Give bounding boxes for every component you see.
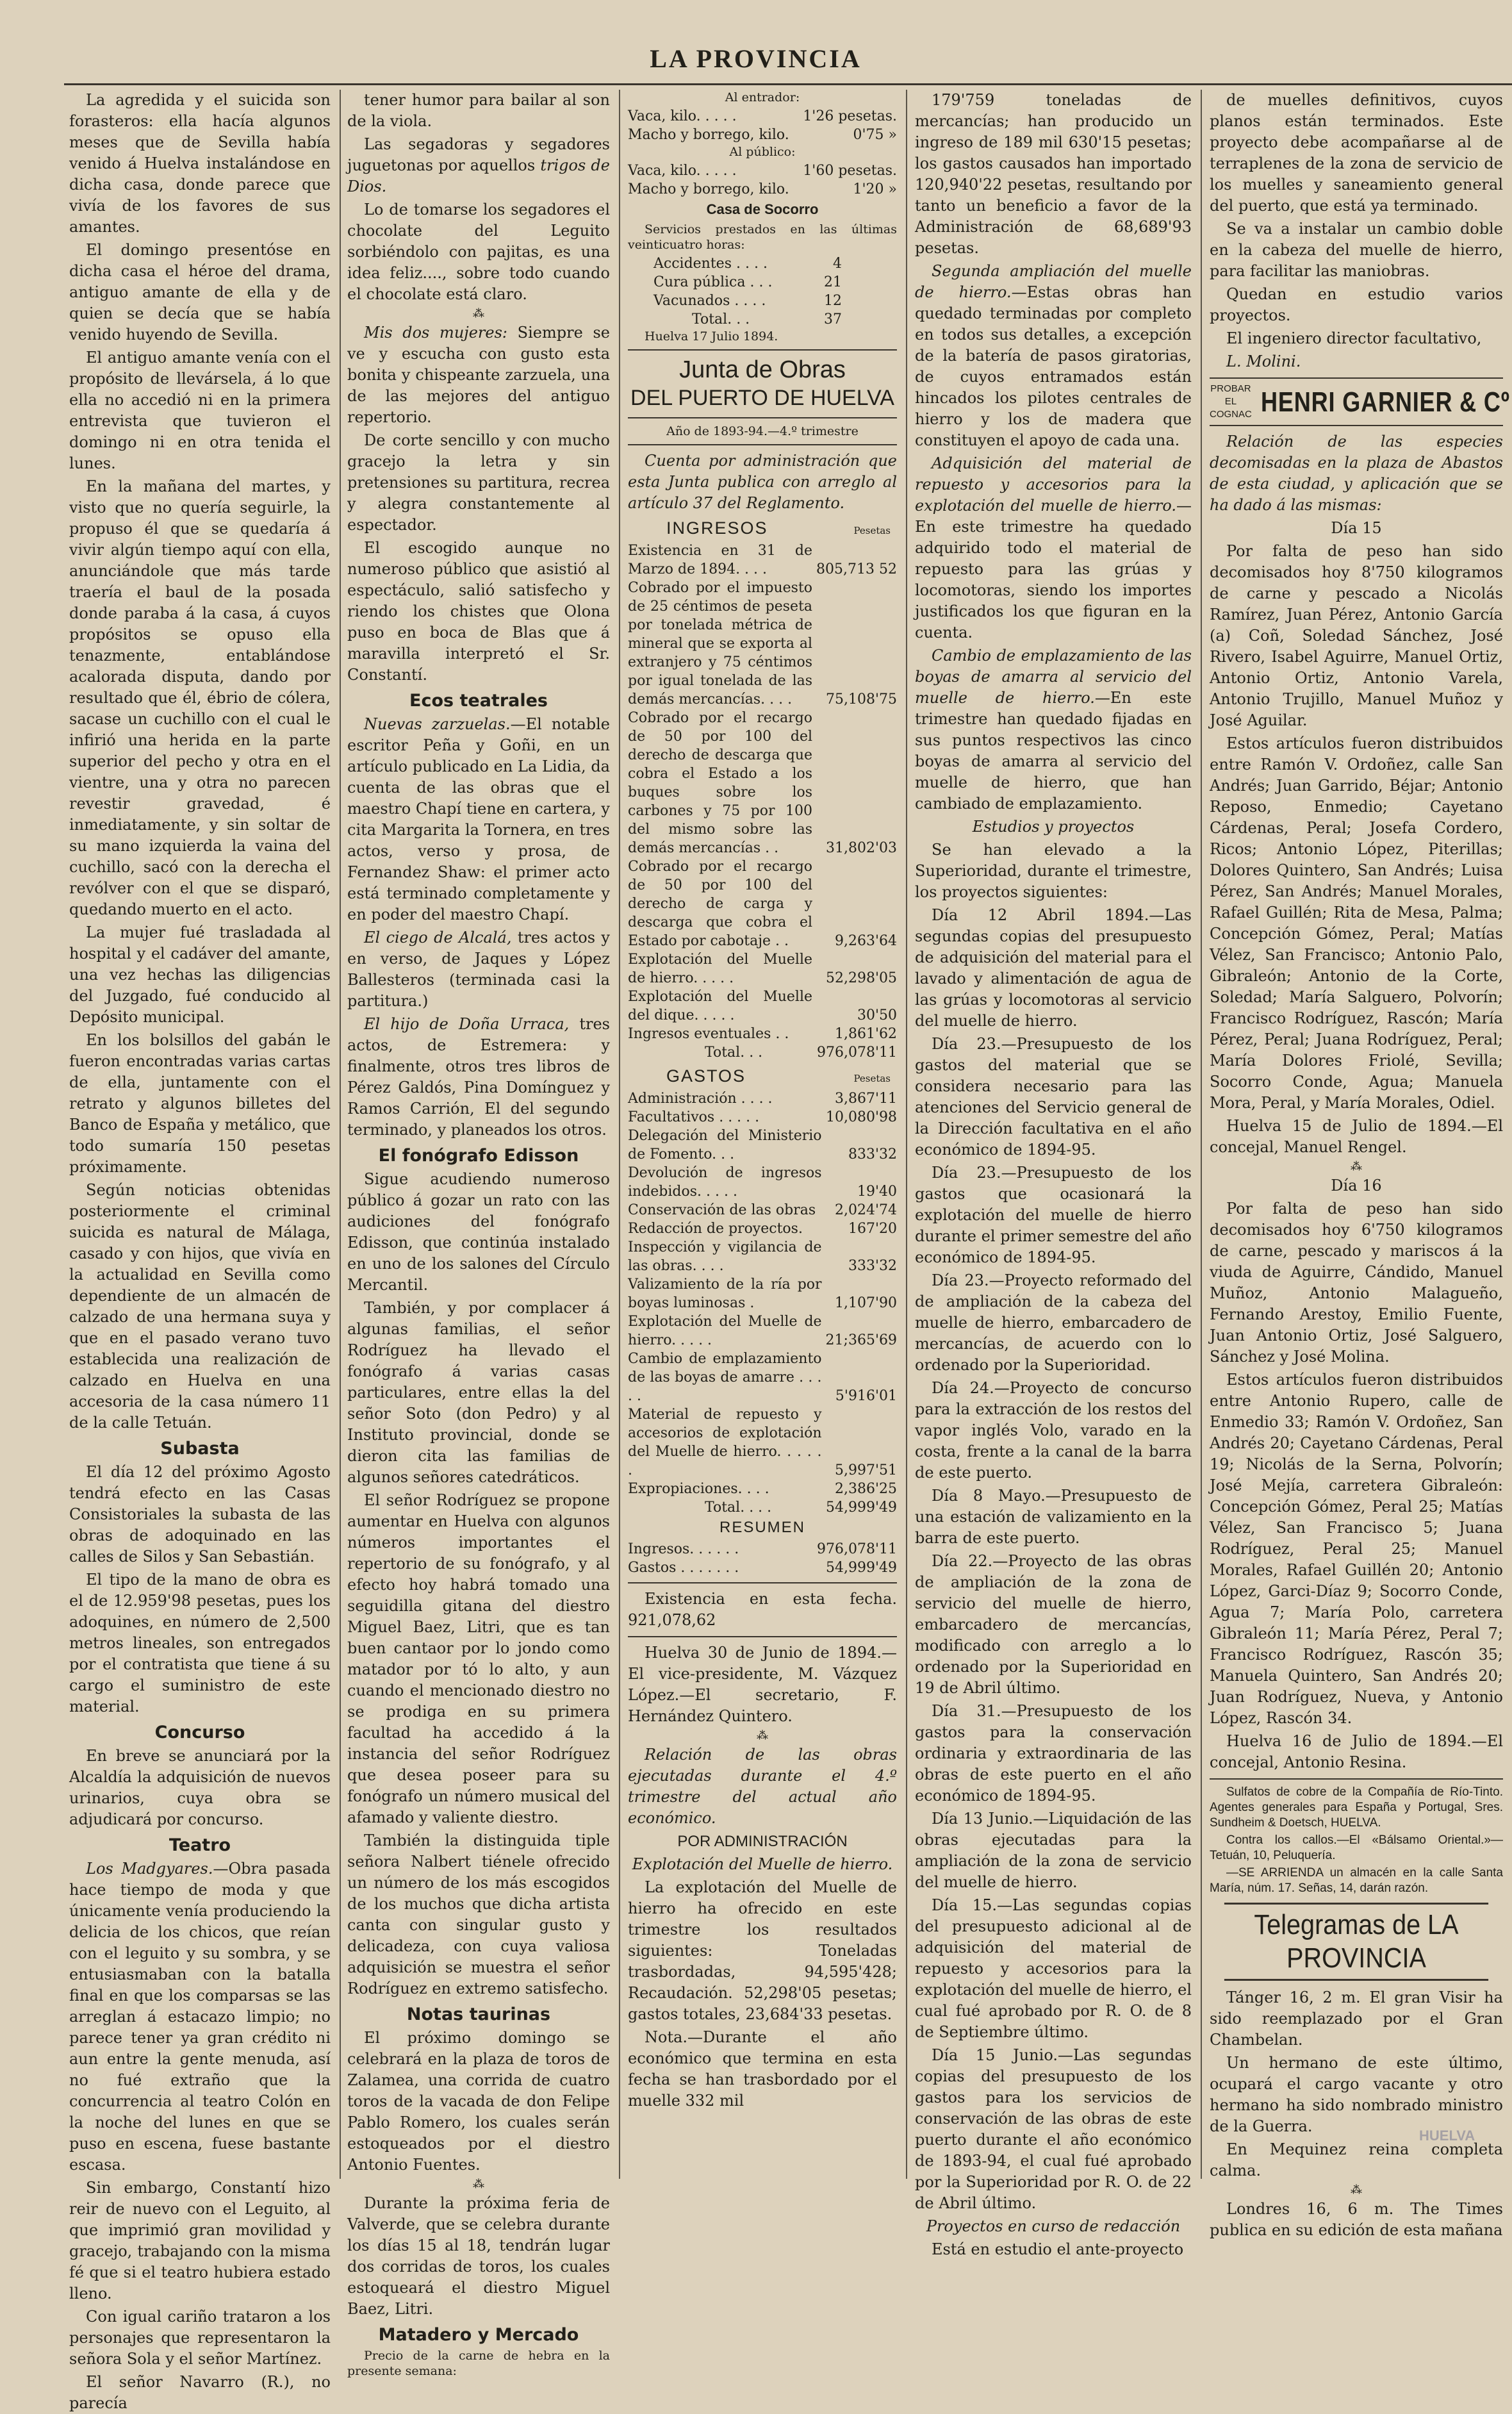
junta-subtitle: DEL PUERTO DE HUELVA — [630, 386, 894, 410]
cognac-ad — [1210, 377, 1510, 426]
junta-title: Junta de Obras — [679, 356, 846, 383]
table-cell: Existencia en 31 de Marzo de 1894. . . . — [628, 543, 813, 577]
ad-small-text — [1210, 383, 1252, 421]
paragraph: 179'759 toneladas de mercancías; han producido un ingreso de 189 mil 630'15 pesetas; los gastos causados han importado 120,940'22 pesetas, resultando por tanto un beneficio a favor de la Administración de 68,689'93 pesetas. — [915, 91, 1192, 257]
table-row — [628, 1201, 897, 1219]
paragraph: Por falta de peso han sido decomisados hoy 8'750 kilogramos de carne y pescado a Nicolás Ramírez, Juan Pérez, Antonio García (a) Coñ, Soledad Sánchez, José Rivero, Isabel Aguirre, Manuel Ortiz, Antonio Ortiz, Antonio Varela, Antonio Trujillo, Manuel Muñoz y José Aguilar. — [1210, 542, 1503, 729]
gastos-table — [628, 1089, 897, 1517]
classified-ad: Sulfatos de cobre de la Compañía de Río-Tinto. Agentes generales para España y Portugal, Sres. Sundheim & Doetsch, HUELVA. — [1210, 1785, 1503, 1830]
table-row — [628, 1312, 897, 1350]
table-row — [628, 541, 897, 579]
paragraph: Nota.—Durante el año económico que termina en esta fecha se han trasbordado por el muelle 332 mil — [628, 2028, 897, 2110]
paragraph: Día 22.—Proyecto de las obras de ampliación de la zona de servicio del muelle de hierro, embarcadero de mercancías, modificado con arreglo a lo ordenado por la Superioridad en 19 de Abril último. — [915, 1552, 1192, 1697]
italic-phrase: trigos de Dios. — [347, 156, 610, 195]
column-rule — [619, 90, 620, 2179]
section-heading: Concurso — [154, 1723, 245, 1742]
table-cell: Ingresos. . . . . . — [628, 1541, 739, 1557]
paragraph: Día 31.—Presupuesto de los gastos para la conservación ordinaria y extraordinaria de las obras de este puerto en el año económico de 1894-95. — [915, 1702, 1192, 1805]
paragraph: La mujer fué trasladada al hospital y el cadáver del amante, una vez hechas las diligencias del Juzgado, fué conducido al Depósito municipal. — [69, 923, 331, 1026]
archive-stamp: HUELVA — [1419, 2128, 1475, 2144]
subheading: Proyectos en curso de redacción — [926, 2217, 1181, 2235]
table-cell: Redacción de proyectos. — [628, 1221, 803, 1237]
table-cell: Valizamiento de la ría por boyas luminosas . — [628, 1277, 822, 1311]
paragraph: Tánger 16, 2 m. El gran Visir ha sido reemplazado por el Gran Chambelan. — [1210, 1988, 1503, 2049]
divider — [1210, 1778, 1503, 1780]
section-heading: Subasta — [160, 1439, 240, 1459]
junta-year: Año de 1893-94.—4.º trimestre — [666, 424, 859, 438]
paragraph: La explotación del Muelle de hierro ha ofrecido en este trimestre los resultados siguientes: Toneladas trasbordadas, 94,595'428; Recaudación. 52,298'05 pesetas; gastos totales, 23,684'33 pesetas. — [628, 1878, 897, 2023]
table-cell: 75,108'75 — [825, 691, 897, 707]
table-cell: Total. . . — [692, 311, 750, 327]
table-cell: Ingresos eventuales . . — [628, 1026, 789, 1042]
paragraph — [347, 714, 610, 925]
classified-ad: —SE ARRIENDA un almacén en la calle Santa María, núm. 17. Señas, 14, darán razón. — [1210, 1866, 1503, 1895]
paragraph: Día 13 Junio.—Liquidación de las obras ejecutadas para la ampliación de la zona de servicio del muelle de hierro. — [915, 1810, 1192, 1891]
table-cell: 21 — [824, 274, 842, 290]
paragraph: Relación de las especies decomisadas en la plaza de Abastos de esta ciudad, y aplicación que se ha dado á las mismas: — [1210, 433, 1503, 514]
table-row — [628, 857, 897, 950]
table-cell: 167'20 — [848, 1221, 897, 1237]
paragraph-text: Las segadoras y segadores juguetonas por aquellos — [347, 135, 610, 174]
divider — [628, 349, 897, 351]
table-row — [628, 988, 897, 1025]
italic-phrase: Nuevas zarzuelas. — [364, 715, 511, 733]
paragraph: Servicios prestados en las últimas veinticuatro horas: — [628, 222, 897, 252]
subheading: Al público: — [729, 145, 796, 159]
section-heading: Matadero y Mercado — [378, 2325, 579, 2345]
play-title: El hijo de Doña Urraca, — [364, 1015, 570, 1033]
paragraph: Sigue acudiendo numeroso público á gozar un rato con las audiciones del fonógrafo Edisson, que continúa instalado en uno de los salones del Círculo Mercantil. — [347, 1170, 610, 1294]
paragraph: Sin embargo, Constantí hizo reir de nuevo con el Leguito, al que imprimió gran movilidad y gracejo, trabajando con la misma fé que si el teatro hubiera estado lleno. — [69, 2179, 331, 2302]
table-cell: 1,107'90 — [834, 1295, 897, 1311]
paragraph: En breve se anunciará por la Alcaldía la adquisición de nuevos urinarios, cuya obra se adjudicará por concurso. — [69, 1747, 331, 1828]
table-cell: Facultativos . . . . . — [628, 1109, 760, 1125]
play-title: El ciego de Alcalá, — [364, 929, 512, 947]
column-5 — [1210, 90, 1510, 2239]
total-row — [628, 1043, 897, 1062]
paragraph: Está en estudio el ante-proyecto — [932, 2240, 1184, 2258]
paragraph: Londres 16, 6 m. The Times publica en su edición de esta mañana — [1210, 2200, 1503, 2239]
paragraph-text: tres actos, de Estremera: y finalmente, otros tres libros de Pérez Galdós, Pina Domínguez y Ramos Carrión, El del segundo terminado, y planeados los otros. — [347, 1015, 610, 1139]
table-cell: 1'26 pesetas. — [803, 108, 897, 124]
paragraph: Se han elevado a la Superioridad, durante el trimestre, los proyectos siguientes: — [915, 841, 1192, 901]
table-row — [628, 1480, 897, 1498]
table-row — [628, 709, 897, 857]
paragraph: Según noticias obtenidas posteriormente el criminal suicida es natural de Málaga, casado y con hijos, que vivía en la actualidad en Sevilla como dependiente de un almacén de calzado de una hermana suya y que en el pasado verano tuvo establecida una realización de calzado en Huelva en una accesoria de la casa número 11 de la calle Tetuán. — [69, 1181, 331, 1432]
paragraph: Huelva 15 de Julio de 1894.—El concejal, Manuel Rengel. — [1210, 1117, 1503, 1156]
table-cell: 5,997'51 — [834, 1462, 897, 1478]
paragraph: Día 12 Abril 1894.—Las segundas copias del presupuesto de adquisición del material para el lavado y alimentación de agua de las grúas y locomotoras al servicio del muelle de hierro. — [915, 906, 1192, 1030]
table-cell: 12 — [824, 293, 842, 309]
table-row — [628, 1127, 897, 1164]
table-cell: 19'40 — [857, 1184, 897, 1200]
paragraph: El señor Rodríguez se propone aumentar en Huelva con algunos números importantes el repertorio de su fonógrafo, y al efecto hoy habrá tomado una seguidilla gitana del diestro Miguel Baez, Litri, que es tan buen cantaor por lo jondo como matador por tó lo alto, y aun cuando el mencionado diestro no se prodiga en su primera facultad ha accedido á la instancia del señor Rodríguez que desea poseer para su fonógrafo un número musical del afamado y valiente diestro. — [347, 1491, 610, 1826]
table-cell: Total. . . — [705, 1045, 763, 1061]
telegrams-title: Telegramas de LA PROVINCIA — [1224, 1903, 1488, 1981]
table-cell: 31,802'03 — [825, 840, 897, 856]
paragraph: En Mequinez reina completa calma. — [1210, 2140, 1503, 2179]
table-cell: 2,024'74 — [834, 1202, 897, 1218]
ledger-unit: Pesetas — [853, 1073, 891, 1084]
paragraph: Existencia en esta fecha. 921,078,62 — [628, 1590, 897, 1629]
table-row — [628, 1164, 897, 1201]
section-heading: Notas taurinas — [406, 2005, 551, 2024]
paragraph: Por falta de peso han sido decomisados hoy 6'750 kilogramos de carne, pescado y mariscos á la viuda de Aguirre, Cándido, Manuel Muñoz, Antonio Malagueño, Fernando Arestoy, Emilio Fuente, Juan Antonio Ortiz, José Salguero, Sánchez y José Molina. — [1210, 1200, 1503, 1366]
table-cell: Total. . . . — [705, 1500, 772, 1516]
table-cell: Explotación del Muelle de hierro. . . . . — [628, 952, 813, 986]
subheading: Día 16 — [1331, 1177, 1382, 1195]
ad-line: EL — [1224, 396, 1237, 407]
paragraph-text: —Estas obras han quedado terminadas por completo en todos sus detalles, a excepción de la batería de pasos giratorias, de cuyos entramados están hincados los pilotes centrales de hierro y los de madera que constituyen el apoyo de cada una. — [915, 283, 1192, 449]
paragraph — [69, 1858, 331, 2176]
resumen-title: RESUMEN — [719, 1519, 805, 1536]
ledger-header — [628, 518, 897, 541]
paragraph-text: —En este trimestre ha quedado adquirido todo el material de repuesto para las grúas y locomotoras, siendo los importes justificados los que figuran en la cuenta. — [915, 497, 1192, 641]
paragraph: Quedan en estudio varios proyectos. — [1210, 285, 1503, 324]
table-row — [628, 1405, 897, 1480]
table-cell: Accidentes . . . . — [653, 256, 768, 272]
divider — [628, 1582, 897, 1583]
table-cell: 54,999'49 — [825, 1560, 897, 1576]
paragraph: De corte sencillo y con mucho gracejo la letra y sin pretensiones su partitura, recrea y alegra constantemente al espectador. — [347, 431, 610, 534]
paragraph — [347, 322, 610, 428]
paragraph: La agredida y el suicida son forasteros: ella hacía algunos meses que de Sevilla había venido á Huelva instalándose en dicha casa, donde parece que vivía de los favores de sus amantes. — [69, 91, 331, 236]
table-cell: Inspección y vigilancia de las obras. . . . — [628, 1239, 822, 1274]
table-cell: 1,861'62 — [834, 1026, 897, 1042]
ad-line: COGNAC — [1210, 409, 1252, 420]
price-table — [628, 161, 897, 199]
italic-phrase: Cambio de emplazamiento de las boyas de amarra al servicio del muelle de hierro. — [915, 647, 1192, 707]
table-row — [653, 310, 842, 329]
table-cell: Delegación del Ministerio de Fomento. . . — [628, 1128, 822, 1162]
paragraph: Estos artículos fueron distribuidos entre Antonio Rupero, calle de Enmedio 33; Ramón V. Ordoñez, San Andrés 20; Cayetano Cárdenas, Peral 19; Nicolás de la Serna, Polvorín; José Mejía, carretera Gibraleón: Concepción Gómez, Peral 25; Matías Vélez, San Francisco 5; Juana Rodríguez, Peral 25; Manuel Morales, Rafael Guillén 20; Antonio López, Garci-Díaz 9; Socorro Conde, Agua 7; María Polo, carretera Gibraleón 11; María Pérez, Peral 7; Francisco Rodríguez, Rascón 35; Manuela Quintero, San Andrés 20; Juan Rodríguez, Nueva, y Antonio López, Rascón 34. — [1210, 1371, 1503, 1727]
paragraph: También, y por complacer á algunas familias, el señor Rodríguez ha llevado el fonógrafo á varias casas particulares, entre ellas la del señor Soto (don Pedro) y al Instituto provincial, donde se dieron cita las familias de algunos señores catedráticos. — [347, 1299, 610, 1486]
paragraph: El escogido aunque no numeroso público que asistió al espectáculo, salió satisfecho y riendo los chistes que Olona puso en boca de Blas que á maravilla interpretó el Sr. Constantí. — [347, 539, 610, 684]
table-row — [628, 1219, 897, 1238]
paragraph: Precio de la carne de hebra en la presente semana: — [347, 2349, 610, 2378]
paragraph: El señor Navarro (R.), no parecía — [69, 2373, 331, 2412]
table-cell: Vaca, kilo. . . . . — [628, 163, 737, 179]
paragraph-text: —El notable escritor Peña y Goñi, en un artículo publicado en La Lidia, da cuenta de las obras que el maestro Chapí tiene en cartera, y cita Margarita la Tornera, en tres actos, verso y prosa, de Fernandez Shaw: el primer acto está terminado completamente y en poder del maestro Chapí. — [347, 715, 610, 923]
paragraph: También la distinguida tiple señora Nalbert tiénele ofrecido un número de los más escogidos de los muchos que dicha artista canta con singular gusto y delicadeza, con cuya valiosa adquisición se muestra el señor Rodríguez en extremo satisfecho. — [347, 1831, 610, 1997]
table-cell: Cobrado por el recargo de 50 por 100 del derecho de descarga que cobra el Estado a los buques sobre los carbones y 75 por 100 del mismo sobre las demás mercancías . . — [628, 710, 813, 856]
paragraph: El ingeniero director facultativo, — [1226, 329, 1482, 347]
paragraph: En los bolsillos del gabán le fueron encontradas varias cartas de ella, juntamente con el retrato y algunos billetes del Banco de España y metálico, que todo sumaría 150 pesetas próximamente. — [69, 1031, 331, 1176]
paragraph: Día 8 Mayo.—Presupuesto de una estación de valizamiento en la barra de este puerto. — [915, 1487, 1192, 1547]
table-cell: 2,386'25 — [834, 1481, 897, 1497]
table-row — [628, 1540, 897, 1558]
paragraph: de muelles definitivos, cuyos planos están terminados. Este proyecto debe acompañarse al de terraplenes de la zona de servicio de los muelles y saneamiento general del puerto, que está ya terminado. — [1210, 91, 1503, 215]
divider — [628, 444, 897, 445]
table-row — [628, 1025, 897, 1043]
paragraph: Día 23.—Presupuesto de los gastos del material que se considera necesario para las atenciones del Servicio general de la Dirección facultativa en el año económico de 1894-95. — [915, 1035, 1192, 1159]
table-row — [653, 292, 842, 310]
table-cell: Gastos . . . . . . . — [628, 1560, 739, 1576]
table-row — [628, 1558, 897, 1577]
table-cell: 37 — [824, 311, 842, 327]
ledger-header — [628, 1066, 897, 1089]
table-cell: 30'50 — [857, 1007, 897, 1023]
table-cell: Explotación del Muelle de hierro. . . . . — [628, 1314, 822, 1348]
signature: L. Molini. — [1226, 352, 1301, 370]
table-cell: 805,713 52 — [816, 561, 897, 577]
paragraph: El antiguo amante venía con el propósito de llevársela, á lo que ella no accedió ni en la primera entrevista que tuvieron el domingo ni en otra tenida el lunes. — [69, 349, 331, 472]
table-cell: 833'32 — [848, 1146, 897, 1162]
subheading: Casa de Socorro — [706, 201, 819, 217]
asterism: ⁂ — [473, 307, 484, 320]
table-row — [628, 107, 897, 126]
paragraph: Día 23.—Presupuesto de los gastos que ocasionará la explotación del muelle de hierro durante el primer semestre del año económico de 1894-95. — [915, 1164, 1192, 1266]
table-cell: Vacunados . . . . — [653, 293, 766, 309]
table-cell: Explotación del Muelle del dique. . . . . — [628, 989, 813, 1023]
table-cell: Cambio de emplazamiento de las boyas de amarre . . . . . — [628, 1351, 822, 1404]
column-rule — [1201, 90, 1202, 2179]
ledger-unit: Pesetas — [853, 525, 891, 536]
asterism: ⁂ — [757, 1729, 768, 1742]
resumen-table — [628, 1540, 897, 1577]
ingresos-table — [628, 541, 897, 1062]
paragraph: El tipo de la mano de obra es el de 12.959'98 pesetas, pues los adoquines, en número de 2,500 metros lineales, son entregados por el contratista que tiene á su cargo el suministro de este material. — [69, 1571, 331, 1715]
table-cell: Macho y borrego, kilo. — [628, 127, 789, 143]
table-cell: 52,298'05 — [825, 970, 897, 986]
paragraph — [347, 1014, 610, 1141]
table-row — [628, 1350, 897, 1405]
column-2 — [347, 90, 610, 2378]
column-rule — [340, 90, 341, 2179]
subheading: POR ADMINISTRACIÓN — [677, 1833, 848, 1850]
paragraph: Cuenta por administración que esta Junta publica con arreglo al artículo 37 del Reglamento. — [628, 452, 897, 512]
section-heading: Teatro — [168, 1835, 231, 1855]
paragraph — [915, 261, 1192, 451]
divider — [628, 417, 897, 418]
paragraph: Día 15.—Las segundas copias del presupuesto adicional al de adquisición del material de repuesto y accesorios para la explotación del muelle de hierro, el cual fué aprobado por R. O. de 8 de Septiembre último. — [915, 1896, 1192, 2041]
paragraph — [915, 453, 1192, 643]
italic-phrase: Segunda ampliación del muelle de hierro. — [915, 262, 1192, 301]
play-title: Mis dos mujeres: — [364, 324, 507, 342]
table-cell: Cobrado por el impuesto de 25 céntimos de peseta por tonelada métrica de mineral que se exporta al extranjero y 75 céntimos por igual tonelada de las demás mercancías. . . . — [628, 580, 813, 707]
paragraph: Se va a instalar un cambio doble en la cabeza del muelle de hierro, para facilitar las maniobras. — [1210, 220, 1503, 280]
paragraph: Durante la próxima feria de Valverde, que se celebra durante los días 15 al 18, tendrán lugar dos corridas de toros, los cuales estoqueará el diestro Miguel Baez, Litri. — [347, 2194, 610, 2318]
table-cell: 976,078'11 — [816, 1045, 897, 1061]
column-rule — [906, 90, 907, 2179]
socorro-table — [653, 254, 842, 329]
column-3 — [628, 90, 897, 2179]
play-title: Los Madgyares. — [86, 1860, 213, 1878]
table-cell: 333'32 — [848, 1258, 897, 1274]
table-cell: Expropiaciones. . . . — [628, 1481, 769, 1497]
table-row — [628, 1275, 897, 1312]
ledger-title: INGRESOS — [666, 518, 768, 538]
paragraph: El próximo domingo se celebrará en la plaza de toros de Zalamea, una corrida de cuatro toros de la vacada de don Felipe Pablo Romero, los cuales serán estoqueados por el diestro Antonio Fuentes. — [347, 2029, 610, 2174]
table-cell: 10,080'98 — [825, 1109, 897, 1125]
paragraph: Estos artículos fueron distribuidos entre Ramón V. Ordoñez, calle San Andrés; Juan Garrido, Béjar; Antonio Reposo, Enmedio; Cayetano Cárdenas, Peral; Josefa Cordero, Ricos; Antonio López, Piterillas; Dolores Quintero, San Andrés; Luisa Pérez, San Andrés; Manuel Morales, Rafael Guillén; Rita de Mesa, Palma; Concepción Gómez, Peral; Matías Vélez, San Francisco; Antonio Palo, Gibraleón; Antonio de la Corte, Soledad; María Salguero, Polvorín; Francisco Rodríguez, Rascón; María Pérez, Peral; Juana Rodríguez, Peral; María Dolores Friolé, Sevilla; Socorro Conde, Agua; Manuela Mora, Peral, y María Morales, Odiel. — [1210, 734, 1503, 1112]
table-cell: Administración . . . . — [628, 1091, 773, 1107]
subheading: Día 15 — [1331, 519, 1382, 537]
table-cell: 1'20 » — [853, 181, 897, 197]
table-row — [628, 950, 897, 988]
paragraph-text: —Obra pasada hace tiempo de moda y que únicamente venía produciendo la delicia de los chicos, que reían con el leguito y su sombra, y se entusiasmaban con la batalla final en que los comparsas se las arreglan á estacazo limpio; no parece tener ya gran crédito ni aun entre la gente menuda, así no fué extraño que la concurrencia al teatro Colón en la noche del lunes en que se puso en escena, fuese bastante escasa. — [69, 1860, 331, 2174]
italic-phrase: Adquisición del material de repuesto y accesorios para la explotación del muelle de hierro. — [915, 454, 1192, 515]
table-cell: 1'60 pesetas. — [803, 163, 897, 179]
table-cell: Cobrado por el recargo de 50 por 100 del derecho de carga y descarga que cobra el Estado por cabotaje . . — [628, 859, 813, 949]
table-cell: 9,263'64 — [834, 933, 897, 949]
table-row — [628, 161, 897, 180]
classified-ad: Contra los callos.—El «Bálsamo Oriental.»—Tetuán, 10, Peluquería. — [1210, 1833, 1503, 1862]
paragraph: tener humor para bailar al son de la viola. — [347, 91, 610, 130]
paragraph: Relación de las obras ejecutadas durante el 4.º trimestre del actual año económico. — [628, 1746, 897, 1827]
paragraph: Día 15 Junio.—Las segundas copias del presupuesto de los gastos para los servicios de conservación de las obras de este puerto durante el año económico de 1893-94, el cual fué aprobado por la Superioridad por R. O. de 22 de Abril último. — [915, 2046, 1192, 2212]
divider — [628, 1636, 897, 1637]
table-row — [628, 579, 897, 709]
paragraph: El domingo presentóse en dicha casa el héroe del drama, antiguo amante de ella y de quien se decía que se había venido huyendo de Sevilla. — [69, 241, 331, 343]
ad-brand: HENRI GARNIER & Cº — [1260, 386, 1510, 418]
paragraph: Con igual cariño trataron a los personajes que representaron la señora Sola y el señor Martínez. — [69, 2308, 331, 2368]
dateline: Huelva 17 Julio 1894. — [645, 329, 778, 343]
paragraph: El día 12 del próximo Agosto tendrá efecto en las Casas Consistoriales la subasta de las obras de adoquinado en las calles de Silos y San Sebastián. — [69, 1463, 331, 1566]
asterism: ⁂ — [473, 2178, 484, 2191]
table-row — [653, 254, 842, 273]
table-cell: 5'916'01 — [835, 1388, 897, 1404]
table-row — [628, 1089, 897, 1108]
paragraph: Un hermano de este último, ocupará el cargo vacante y otro hermano ha sido nombrado ministro de la Guerra. — [1210, 2054, 1503, 2135]
subheading: Al entrador: — [725, 90, 800, 104]
price-table — [628, 107, 897, 144]
table-cell: Conservación de las obras — [628, 1202, 816, 1218]
paragraph-text: —En este trimestre han quedado fijadas en sus puntos respectivos las cinco boyas de amarra al servicio del muelle de hierro, que han cambiado de emplazamiento. — [915, 689, 1192, 813]
table-cell: Macho y borrego, kilo. — [628, 181, 789, 197]
ledger-title: GASTOS — [666, 1066, 746, 1086]
table-cell: 4 — [833, 256, 842, 272]
paragraph: Lo de tomarse los segadores el chocolate del Leguito sorbiéndolo con pajitas, es una idea feliz...., sobre todo cuando el chocolate está claro. — [347, 201, 610, 303]
paragraph: Día 24.—Proyecto de concurso para la extracción de los restos del vapor inglés Volo, varado en la costa, frente a la canal de la barra de este puerto. — [915, 1379, 1192, 1482]
subheading: Estudios y proyectos — [972, 818, 1135, 836]
total-row — [628, 1498, 897, 1517]
column-4 — [915, 90, 1192, 2258]
table-row — [628, 180, 897, 199]
paragraph — [347, 927, 610, 1012]
table-row — [628, 126, 897, 144]
paragraph — [347, 134, 610, 197]
table-row — [628, 1108, 897, 1127]
asterism: ⁂ — [1351, 2183, 1362, 2197]
paragraph-text: tres actos y en verso, de Jaques y López Ballesteros (terminada casi la partitura.) — [347, 929, 610, 1010]
table-cell: 976,078'11 — [816, 1541, 897, 1557]
subheading: Explotación del Muelle de hierro. — [632, 1855, 893, 1873]
paragraph — [915, 645, 1192, 814]
masthead: LA PROVINCIA — [650, 44, 862, 73]
table-row — [628, 1238, 897, 1275]
paragraph: Día 23.—Proyecto reformado del de ampliación de la cabeza del muelle de hierro, embarcadero de mercancías, de acuerdo con lo ordenado por la Superioridad. — [915, 1271, 1192, 1374]
section-heading: Ecos teatrales — [409, 691, 548, 711]
paragraph: Huelva 16 de Julio de 1894.—El concejal, Antonio Resina. — [1210, 1732, 1503, 1771]
table-cell: Material de repuesto y accesorios de explotación del Muelle de hierro. . . . . . — [628, 1407, 822, 1478]
table-cell: Cura pública . . . — [653, 274, 773, 290]
paragraph: Huelva 30 de Junio de 1894.—El vice-presidente, M. Vázquez López.—El secretario, F. Hernández Quintero. — [628, 1644, 897, 1725]
table-cell: 0'75 » — [853, 127, 897, 143]
table-row — [653, 273, 842, 292]
paragraph: En la mañana del martes, y visto que no quería seguirle, la propuso él que se quedaría á vivir algún tiempo aquí con ella, anunciándole que más tarde traería el baul de la posada donde paraba á la casa, á cuyos propósitos se opuso ella tenazmente, entablándose acalorada disputa, dando por resultado que él, ébrio de cólera, sacase un cuchillo con el cual le infirió una herida en la parte superior del pecho y otra en el vientre, una y otra no parecen revestir gravedad, é inmediatamente, y sin soltar de su mano izquierda la vaina del cuchillo, sacó con la derecha el revólver con el que se disparó, quedando muerto en el acto. — [69, 477, 331, 918]
table-cell: Devolución de ingresos indebidos. . . . . — [628, 1165, 822, 1200]
section-heading: El fonógrafo Edisson — [378, 1146, 579, 1166]
table-cell: 3,867'11 — [834, 1091, 897, 1107]
table-cell: 54,999'49 — [825, 1500, 897, 1516]
paragraph-text: Siempre se ve y escucha con gusto esta bonita y chispeante zarzuela, una de las mejores del antiguo repertorio. — [347, 324, 610, 426]
column-1 — [69, 90, 331, 2412]
table-cell: Vaca, kilo. . . . . — [628, 108, 737, 124]
table-cell: 21;365'69 — [825, 1332, 897, 1348]
masthead-rule — [64, 83, 1512, 85]
asterism: ⁂ — [1351, 1160, 1362, 1173]
ad-line: PROBAR — [1210, 383, 1251, 394]
